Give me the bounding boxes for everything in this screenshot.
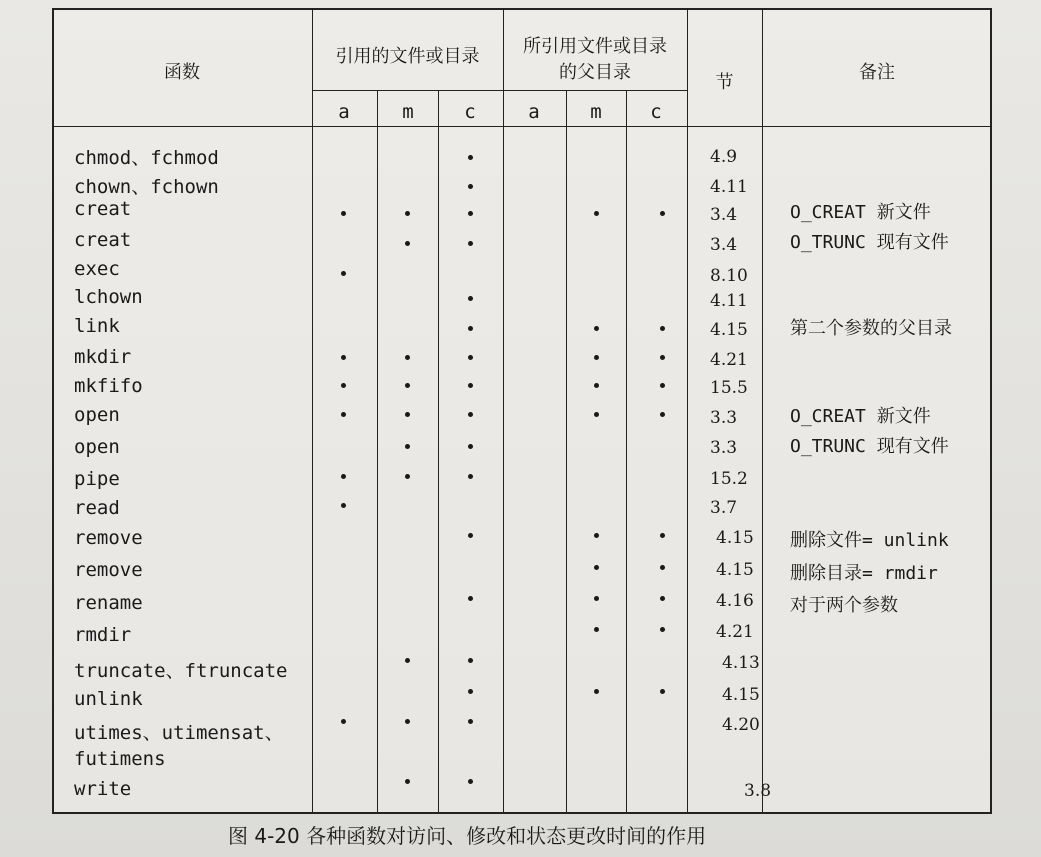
header-bottom-rule	[52, 126, 992, 127]
bullet-mark	[468, 211, 473, 216]
bullet-mark	[468, 689, 473, 694]
function-name: creat	[74, 198, 132, 220]
bullet-mark	[660, 565, 665, 570]
header-parent-line2: 的父目录	[559, 62, 631, 83]
function-name: mkfifo	[74, 375, 143, 397]
bullet-mark	[594, 326, 599, 331]
bullet-mark	[594, 412, 599, 417]
remark-text: O_TRUNC 现有文件	[790, 436, 949, 457]
bullet-mark	[341, 412, 346, 417]
function-name: exec	[74, 258, 120, 280]
bullet-mark	[341, 271, 346, 276]
bullet-mark	[405, 474, 410, 479]
bullet-mark	[594, 565, 599, 570]
function-name: link	[74, 315, 120, 337]
bullet-mark	[405, 383, 410, 388]
bullet-mark	[594, 689, 599, 694]
col-divider	[503, 8, 504, 814]
function-name: pipe	[74, 468, 120, 490]
bullet-mark	[468, 658, 473, 663]
bullet-mark	[468, 719, 473, 724]
section-number: 4.20	[722, 715, 760, 735]
bullet-mark	[468, 596, 473, 601]
section-number: 15.2	[710, 469, 748, 489]
section-number: 3.7	[710, 498, 738, 518]
function-name: rename	[74, 592, 143, 614]
function-name: rmdir	[74, 624, 132, 646]
bullet-mark	[341, 355, 346, 360]
subheader-m: m	[590, 101, 602, 123]
function-name: truncate、ftruncate	[74, 660, 288, 682]
bullet-mark	[468, 412, 473, 417]
section-number: 8.10	[710, 266, 748, 286]
subheader-c: c	[650, 101, 662, 123]
function-name: lchown	[74, 286, 143, 308]
remark-text: O_CREAT 新文件	[790, 202, 931, 223]
bullet-mark	[660, 211, 665, 216]
bullet-mark	[341, 383, 346, 388]
function-name: write	[74, 778, 132, 800]
header-parent-line1: 所引用文件或目录	[523, 36, 667, 57]
section-number: 15.5	[710, 378, 748, 398]
bullet-mark	[405, 658, 410, 663]
header-function: 函数	[164, 62, 200, 83]
remark-text: 删除目录= rmdir	[790, 563, 938, 584]
bullet-mark	[468, 296, 473, 301]
bullet-mark	[468, 155, 473, 160]
bullet-mark	[594, 355, 599, 360]
bullet-mark	[468, 355, 473, 360]
remark-text: O_CREAT 新文件	[790, 406, 931, 427]
col-divider	[762, 8, 763, 814]
section-number: 4.9	[710, 147, 738, 167]
section-number: 4.16	[716, 591, 754, 611]
function-name: remove	[74, 559, 143, 581]
bullet-mark	[468, 184, 473, 189]
bullet-mark	[660, 533, 665, 538]
remark-text: 对于两个参数	[790, 595, 898, 616]
bullet-mark	[405, 412, 410, 417]
bullet-mark	[660, 383, 665, 388]
function-name: mkdir	[74, 346, 132, 368]
bullet-mark	[405, 444, 410, 449]
bullet-mark	[594, 596, 599, 601]
remark-text: O_TRUNC 现有文件	[790, 232, 949, 253]
bullet-mark	[594, 627, 599, 632]
bullet-mark	[660, 689, 665, 694]
bullet-mark	[660, 596, 665, 601]
function-name: unlink	[74, 688, 143, 710]
section-number: 3.8	[744, 781, 772, 801]
bullet-mark	[341, 211, 346, 216]
section-number: 4.21	[716, 622, 754, 642]
section-number: 3.4	[710, 205, 738, 225]
header-referenced: 引用的文件或目录	[335, 46, 480, 67]
bullet-mark	[468, 533, 473, 538]
function-name: utimes、utimensat、	[74, 722, 284, 744]
bullet-mark	[468, 326, 473, 331]
bullet-mark	[594, 533, 599, 538]
function-name: remove	[74, 527, 143, 549]
bullet-mark	[405, 241, 410, 246]
bullet-mark	[660, 326, 665, 331]
section-number: 4.15	[722, 685, 760, 705]
col-divider	[687, 8, 688, 814]
bullet-mark	[405, 719, 410, 724]
bullet-mark	[405, 779, 410, 784]
bullet-mark	[405, 355, 410, 360]
section-number: 3.4	[710, 235, 738, 255]
header-remarks: 备注	[859, 62, 895, 83]
function-name: chmod、fchmod	[74, 147, 219, 169]
section-number: 3.3	[710, 408, 738, 428]
function-name: open	[74, 436, 120, 458]
section-number: 4.11	[710, 291, 748, 311]
function-name: read	[74, 497, 120, 519]
header-section: 节	[715, 72, 734, 93]
bullet-mark	[468, 444, 473, 449]
section-number: 4.13	[722, 653, 760, 673]
section-number: 4.15	[716, 560, 754, 580]
bullet-mark	[405, 211, 410, 216]
subheader-c: c	[464, 101, 476, 123]
subheader-rule	[312, 90, 687, 91]
bullet-mark	[468, 779, 473, 784]
remark-text: 第二个参数的父目录	[790, 318, 952, 339]
bullet-mark	[594, 211, 599, 216]
function-name: futimens	[74, 748, 166, 770]
section-number: 4.11	[710, 177, 748, 197]
col-divider	[377, 90, 378, 814]
bullet-mark	[468, 383, 473, 388]
col-divider	[626, 90, 627, 814]
section-number: 4.15	[716, 528, 754, 548]
bullet-mark	[341, 503, 346, 508]
bullet-mark	[660, 412, 665, 417]
col-divider	[566, 90, 567, 814]
col-divider	[438, 90, 439, 814]
bullet-mark	[660, 627, 665, 632]
function-name: chown、fchown	[74, 176, 219, 198]
subheader-a: a	[528, 101, 540, 123]
function-name: open	[74, 404, 120, 426]
bullet-mark	[468, 474, 473, 479]
figure-caption: 图 4-20 各种函数对访问、修改和状态更改时间的作用	[228, 824, 707, 848]
bullet-mark	[341, 719, 346, 724]
bullet-mark	[660, 355, 665, 360]
remark-text: 删除文件= unlink	[790, 530, 949, 551]
subheader-a: a	[338, 101, 350, 123]
bullet-mark	[468, 241, 473, 246]
section-number: 4.21	[710, 350, 748, 370]
function-name: creat	[74, 229, 132, 251]
section-number: 4.15	[710, 320, 748, 340]
section-number: 3.3	[710, 438, 738, 458]
bullet-mark	[594, 383, 599, 388]
subheader-m: m	[402, 101, 414, 123]
col-divider	[312, 8, 313, 814]
bullet-mark	[341, 474, 346, 479]
